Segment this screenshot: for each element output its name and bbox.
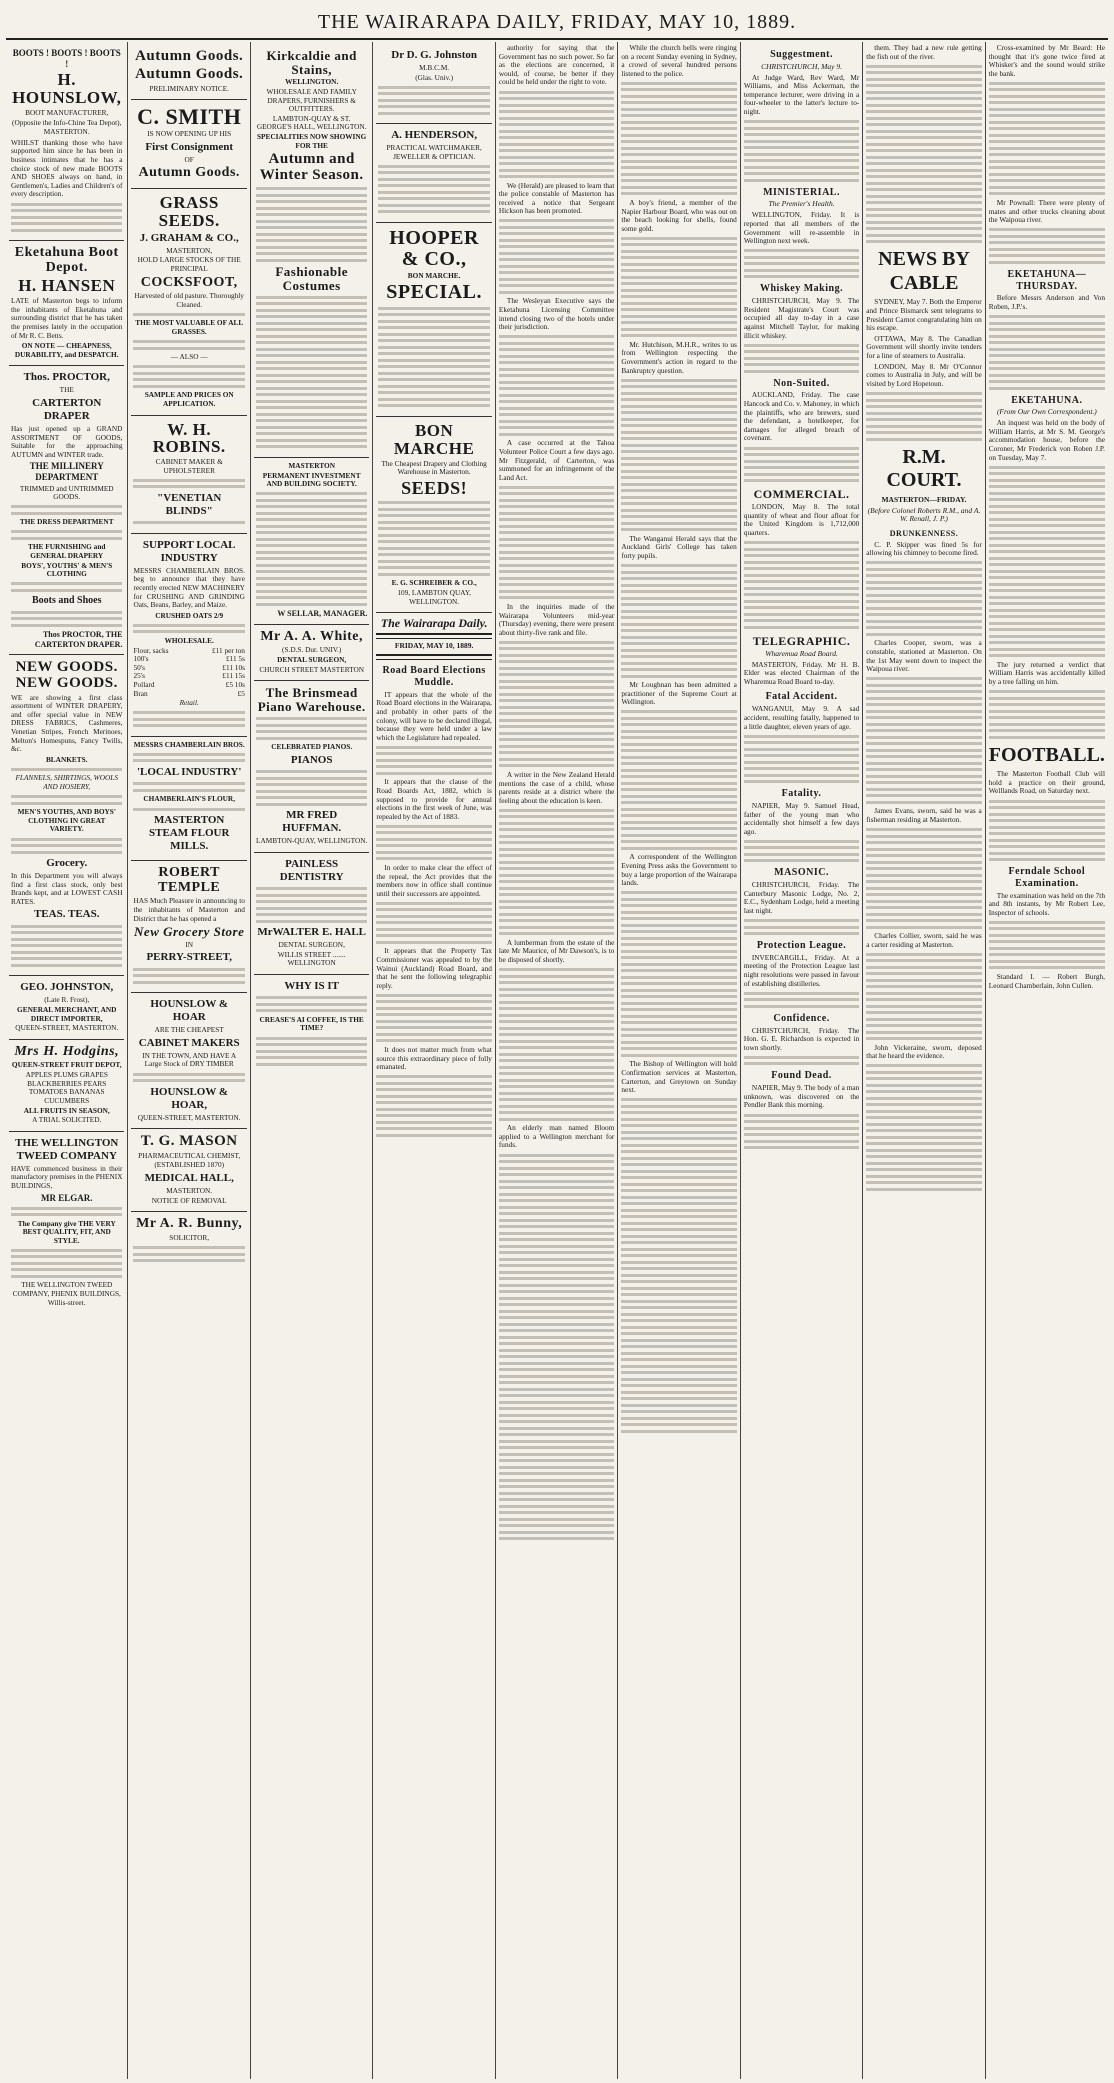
article-heading: Whiskey Making. [760,283,844,295]
article-paragraph: Before Messrs Anderson and Von Roben, J.P.'s. [988,293,1105,311]
section-heading: FOOTBALL. [988,743,1105,766]
ad-hansen [9,241,124,366]
ad-town: WELLINGTON. [285,77,339,87]
ad-sig: W SELLAR, MANAGER. [277,609,368,619]
ad-name: MESSRS CHAMBERLAIN BROS. [133,739,245,749]
ad-name: Mr A. R. Bunny, [136,1216,243,1232]
ad-town: QUEEN-STREET, MASTERTON. [15,1023,119,1033]
ad-bunny [131,1212,246,1270]
ad-sub: PRELIMINARY NOTICE. [149,83,229,93]
ad-crease [254,975,369,1074]
ad-town: QUEEN-STREET, MASTERTON. [137,1112,241,1122]
ad-johnston-dr [376,44,491,124]
ad-items: APPLES PLUMS GRAPES BLACKBERRIES PEARS TOMATOES BANANAS CUCUMBERS [25,1070,108,1105]
article-paragraph: It appears that the Property Tax Commissioner was appealed to by the Wainui (Auckland) Road Board, and that he sent the following telegraphic reply. [376,946,492,990]
article-paragraph: The Wanganui Herald says that the Auckland Girls' College has taken forty pupils. [621,533,737,561]
ad-body: IS NOW OPENING UP HIS [147,129,232,139]
article-subhead: MASTERTON—FRIDAY. [881,494,967,504]
ad-name: MrWALTER E. HALL [257,926,367,939]
column-6 [618,42,740,2079]
article-heading: COMMERCIAL. [753,487,850,502]
ad-line: CRUSHED OATS 2/9 [155,610,224,620]
ad-painless [254,853,369,975]
price-row: Flour, sacks £11 per ton [133,645,245,655]
ad-sub: PERMANENT INVESTMENT AND BUILDING SOCIETY. [262,470,361,489]
article-paragraph: The Wesleyan Executive says the Eketahuna Licensing Committee intend closing two of the hotels under their jurisdiction. [498,296,615,332]
article-heading: Protection League. [756,940,847,952]
masthead [6,4,1108,40]
column-2 [128,42,250,2079]
rule [376,654,491,660]
ad-body: IN THE TOWN, AND HAVE A Large Stock of DRY TIMBER [142,1050,237,1069]
ad-henderson [376,124,491,223]
ad-body: CREASE'S AI COFFEE, IS THE TIME? [259,1014,364,1033]
article-paragraph: AUCKLAND, Friday. The case Hancock and Co. v. Mahoney, in which the plaintiffs, who are brewers, sued the defendant, a hotelkeeper, for damages for alleged breach of covenant. [743,390,860,443]
price-row: 25's £11 15s [133,671,245,681]
article-paragraph: A writer in the New Zealand Herald mentions the case of a child, whose parents reside at a district where the feeling about the education is keen. [498,769,615,805]
ad-local-industry [131,534,246,737]
ad-name: T. G. MASON [140,1133,238,1150]
ad-grocery: Grocery. [46,857,88,870]
ad-name: H. HOUNSLOW, [12,70,122,108]
ad-name2: CHAMBERLAIN'S FLOUR, [143,794,236,804]
ad-line: ON NOTE — CHEAPNESS, DURABILITY, and DESPATCH. [14,341,119,359]
ad-foot: THE WELLINGTON TWEED COMPANY, PHENIX BUILDINGS, Willis-street. [12,1280,121,1307]
ad-sub: PHARMACEUTICAL CHEMIST, [138,1150,241,1160]
ad-sub: PRACTICAL WATCHMAKER, JEWELLER & OPTICIAN. [386,143,482,161]
ad-title: SUPPORT LOCAL INDUSTRY [142,538,236,564]
ad-samples: SAMPLE AND PRICES ON APPLICATION. [144,390,234,408]
article-paragraph: A boy's friend, a member of the Napier Harbour Board, who was out on the beach looking for shells, found some gold. [621,197,737,233]
article-heading: Suggestment. [770,49,834,60]
article-paragraph: SYDNEY, May 7. Both the Emperor and Prince Bismarck sent telegrams to President Carnot congratulating him on his escape. [866,297,982,333]
ad-name: Dr D. G. Johnston [391,49,477,61]
ad-sub2: (Opposite the Info-Chine Tea Depot), [12,117,122,127]
ad-title: Autumn Goods. [135,65,244,82]
article-paragraph: Cross-examined by Mr Beard: He thought that it's gone twice fired at Whisker's and the sound would strike the bank. [988,43,1105,78]
ad-sig: A TRIAL SOLICITED. [32,1115,102,1125]
ad-hooper [376,223,491,417]
ad-body: WE are showing a first class assortment of WINTER DRAPERY, and offer special value in NEW DRESS FABRICS, Cashmeres, Venetian Stripes, French Merinoes, Melton's Homespuns, Fancy Twills, &c. [11,692,123,754]
article-paragraph: James Evans, sworn, said he was a fisherman residing at Masterton. [866,806,982,824]
ad-sub: The Cheapest Drapery and Clothing Warehouse in Masterton. [381,458,487,477]
article-paragraph: WANGANUI, May 9. A sad accident, resulting fatally, happened to a little daughter, eleven years of age. [743,704,860,731]
ad-sub: THE [59,385,74,395]
ad-smith [131,100,246,189]
ad-dept: THE MILLINERY DEPARTMENT [29,461,104,483]
ad-sig: E. G. SCHREIBER & CO., [391,578,477,588]
ad-proctor [9,366,124,655]
ad-bon-marche [376,417,491,613]
price-list [133,647,244,699]
ad-tweed [9,1132,124,1314]
ad-line: 'LOCAL INDUSTRY' [136,765,242,778]
column-3 [251,42,373,2079]
dateline: FRIDAY, MAY 10, 1889. [394,641,474,651]
column-9 [986,42,1108,2079]
ad-goods: Autumn Goods. [138,165,240,181]
ad-name: A. HENDERSON, [391,129,478,142]
article-subhead: Wharemua Road Board. [765,648,838,658]
ad-title: BOOTS ! BOOTS ! BOOTS ! [12,48,121,69]
article-paragraph: Mr. Hutchison, M.H.R., writes to us from Wellington respecting the Government's action in regard to the Bankruptcy question. [621,339,737,375]
article-heading: Ferndale School Examination. [1008,866,1086,889]
ad-sub2: (Glas. Univ.) [415,72,454,82]
ad-title: Autumn Goods. [135,48,244,64]
article-paragraph: In the inquiries made of the Wairarapa Volunteers mid-year (Thursday) evening, there were present about thirty-five rank and file. [498,601,615,637]
ad-item: BOYS', YOUTHS' & MEN'S CLOTHING [21,560,113,579]
ad-costumes: Fashionable Costumes [275,264,349,293]
ad-sub: DENTAL SURGEON, [278,940,345,950]
ad-body: LATE of Masterton begs to inform the inhabitants of Eketahuna and surrounding district that he has taken the premises lately in the occupation of Mr R. C. Betts. [11,296,123,340]
article-heading: TELEGRAPHIC. [752,633,851,648]
ad-sub: BOOT MANUFACTURER, [25,107,109,117]
article-paragraph: NAPIER, May 9. Samuel Head, father of the young man who accidentally shot himself a few days ago. [743,800,860,836]
ad-est: (ESTABLISHED 1870) [154,1160,225,1170]
article-paragraph: An elderly man named Bloom applied to a Wellington merchant for funds. [498,1123,615,1150]
ad-sub: CABINET MAKER & UPHOLSTERER [155,457,223,475]
ad-street: PERRY-STREET, [146,951,232,964]
ad-in: IN [185,939,194,949]
ad-title: Kirkcaldie and Stains, [266,48,357,77]
ad-name: MASTERTON [288,460,335,470]
article-paragraph: NAPIER, May 9. The body of a man unknown, was discovered on the Pendler Bank this morning. [743,1083,860,1110]
ad-name: ROBERT TEMPLE [158,864,221,895]
ad-brinsmead [254,681,369,852]
article-heading: Road Board Elections Muddle. [382,665,486,688]
article-paragraph: A lumberman from the estate of the late Mr Maurice, of Mr Dawson's, is to be disposed of shortly. [498,937,615,965]
ad-item: TRIMMED and UNTRIMMED GOODS. [19,483,114,502]
ad-teas: TEAS. TEAS. [33,908,100,921]
ad-name: BON MARCHE [393,420,475,458]
price-row: Bran £5 [133,688,245,698]
ad-body: GENERAL MERCHANT, AND DIRECT IMPORTER, [17,1004,117,1023]
ad-hounslow [9,44,124,241]
price-row: Pollard £5 10s [133,680,245,689]
ad-of: OF [184,154,194,164]
ad-sub: (S.D.S. Dur. UNIV.) [282,645,342,655]
article-paragraph: It appears that the clause of the Road Boards Act, 1882, which is supposed to provide for annual elections in the first week of June, was repealed by the Act of 1883. [376,777,492,821]
article-subhead: CHRISTCHURCH, May 9. [761,61,842,71]
ad-town: MASTERTON STEAM FLOUR MILLS. [149,814,230,852]
ad-town: LAMBTON-QUAY, WELLINGTON. [256,836,368,846]
ad-title: NEW GOODS. NEW GOODS. [15,659,118,691]
ad-title: WHY IS IT [284,979,339,992]
ad-name: H. HANSEN [18,276,116,296]
ad-line: "VENETIAN BLINDS" [157,491,222,517]
article-paragraph: It does not matter much from what source this extraordinary piece of folly emanated. [376,1044,492,1072]
article-paragraph: LONDON, May 8. The total quantity of wheat and flour afloat for the United Kingdom is 1,712,000 quarters. [743,502,860,538]
ad-title: GRASS SEEDS. [158,193,220,230]
ad-item: MEN'S YOUTHS, AND BOYS' CLOTHING IN GREAT VARIETY. [17,807,116,834]
ad-hall: MEDICAL HALL, [144,1172,234,1185]
ad-season: Autumn and Winter Season. [259,151,364,183]
ad-sub: (Late R. Frost), [44,995,90,1005]
article-paragraph: authority for saying that the Government has no such power. So far as the elections are concerned, it would, of course, be better if they could be held under the right to vote. [498,43,615,87]
article-paragraph: Charles Collier, sworn, said he was a carter residing at Masterton. [866,931,982,949]
article-paragraph: In order to make clear the effect of the repeal, the Act provides that the members now in office shall continue until their successors are appointed. [376,862,492,898]
article-paragraph: INVERCARGILL, Friday. At a meeting of the Protection League last night resolutions were passed in favour of establishing distilleries. [743,952,860,988]
ad-name: The Brinsmead Piano Warehouse. [257,685,366,714]
ad-item: FLANNELS, SHIRTINGS, WOOLS AND HOSIERY, [15,773,119,792]
ad-robins [131,416,246,534]
ad-chamberlain [131,737,246,861]
ad-hounslow-hoar [131,993,246,1129]
ad-sub: WHOLESALE AND FAMILY DRAPERS, FURNISHERS & OUTFITTERS. [266,86,357,114]
ad-body: CELEBRATED PIANOS. [271,742,353,751]
ad-name: C. SMITH [137,104,242,130]
ad-grass-seeds [131,189,246,415]
ad-line: SPECIALITIES NOW SHOWING FOR THE [256,131,367,150]
ad-sub: BON MARCHE. [407,270,461,280]
ad-kirkcaldie [254,44,369,458]
article-subhead: (From Our Own Correspondent.) [996,407,1097,417]
ad-wholesale: WHOLESALE. [164,635,214,645]
ad-item: THE DRESS DEPARTMENT [19,517,114,527]
ad-title: SPECIAL. [386,281,482,304]
ad-town: MASTERTON, [166,245,213,255]
column-5 [496,42,618,2079]
rule [376,633,491,639]
article-paragraph: The Masterton Football Club will hold a practice on their ground, Welllands Road, on Saturday next. [988,769,1105,796]
ad-pianos: PIANOS [290,753,333,766]
article-paragraph: OTTAWA, May 8. The Canadian Government will shortly invite tenders for a line of steamers to Australia. [866,333,982,361]
article-subhead: (Before Colonel Roberts R.M., and A. W. Renall, J. P.) [867,505,981,524]
ad-street: CHURCH STREET MASTERTON [259,664,365,674]
ad-place: CARTERTON DRAPER [32,397,102,423]
article-paragraph: We (Herald) are pleased to learn that the police constable of Masterton has received a notice that Sergeant Hickson has been promoted. [498,180,615,216]
ad-title: New Grocery Store [134,924,245,940]
ad-title: SEEDS! [401,477,468,498]
article-paragraph: CHRISTCHURCH, May 9. The Resident Magistrate's Court was occupied all day to-day in a case against Mitchell Taylor, for making illicit whiskey. [743,296,860,340]
columns [6,42,1108,2079]
ad-name: GEO. JOHNSTON, [20,981,114,994]
section-heading: NEWS BY CABLE [878,248,970,294]
ad-sig: HOUNSLOW & HOAR, [150,1085,229,1111]
ad-name: THE WELLINGTON TWEED COMPANY [15,1136,119,1162]
ad-line: First Consignment [145,140,234,153]
ad-autumn [131,44,246,100]
price-row: 100's £11 5s [133,654,245,664]
ad-new-goods [9,655,124,976]
ad-town: 109, LAMBTON QUAY, WELLINGTON. [397,587,471,606]
ad-title: CABINET MAKERS [138,1036,240,1049]
article-paragraph: C. P. Skipper was fined 5s for allowing his chimney to become fired. [866,539,982,558]
article-paragraph: The jury returned a verdict that William Harris was accidentally killed by a tree falling on him. [988,659,1105,686]
ad-name: W. H. ROBINS. [152,419,226,457]
article-heading: DRUNKENNESS. [889,529,959,539]
article-heading: Fatality. [781,788,822,800]
ad-sig: MR FRED HUFFMAN. [282,809,342,835]
article-paragraph: A correspondent of the Wellington Evening Press asks the Government to buy a large proportion of the Wairarapa lands. [621,852,737,888]
ad-sub: M.B.C.M. [419,62,450,72]
ad-title: Eketahuna Boot Depot. [14,245,119,275]
ad-name: Mr A. A. White, [260,628,363,644]
ad-johnston [9,976,124,1039]
ad-name: J. GRAHAM & CO., [139,231,239,244]
section-heading: R.M. COURT. [886,445,962,492]
article-subhead: The Premier's Health. [768,199,835,209]
ad-sub: ARE THE CHEAPEST [154,1025,224,1035]
ad-body: COCKSFOOT, [140,274,238,290]
article-paragraph: them. They had a new rule getting the fish out of the river. [866,43,982,61]
ad-item: BLANKETS. [45,754,88,764]
article-paragraph: The Bishop of Wellington will hold Confirmation services at Masterton, Carterton, and Greytown on Sunday next. [621,1059,737,1095]
article-paragraph: Mr Loughnan has been admitted a practitioner of the Supreme Court at Wellington. [621,680,737,707]
ad-white [254,625,369,682]
masthead-title: THE WAIRARAPA DAILY, FRIDAY, MAY 10, 1889. [317,11,797,33]
article-paragraph: Standard I. — Robert Burgh, Leonard Chamberlain, John Cullen. [988,971,1105,990]
ad-line: The Company give THE VERY BEST QUALITY, FIT, AND STYLE. [17,1218,116,1245]
article-paragraph: Mr Pownall: There were plenty of mates and other trucks cleaning about the Waipoua river. [988,197,1105,225]
article-paragraph: A case occurred at the Tahoa Volunteer Police Court a few days ago. Mr Fitzgerald, of Carterton, was summoned for an infringement of the Land Act. [498,438,615,482]
article-heading: Confidence. [773,1012,830,1024]
article-paragraph: IT appears that the whole of the Road Board elections in the Wairarapa, and probably in other parts of the colony, will have to be declared illegal, because they were held under a law which the Legislature had repealed. [376,689,492,742]
article-paragraph: MASTERTON, Friday. Mr H. B. Elder was elected Chairman of the Wharemua Road Board to-day. [743,659,860,686]
ad-body: HAS Much Pleasure in announcing to the inhabitants of Masterton and District that he has opened a [133,896,245,923]
ad-line: HOLD LARGE STOCKS OF THE PRINCIPAL [137,255,241,273]
ad-town: MASTERTON. [43,127,90,137]
ad-retail: Retail. [179,698,199,708]
ad-item: THE FURNISHING and GENERAL DRAPERY [28,542,106,561]
article-paragraph: John Vickeraine, sworn, deposed that he heard the evidence. [866,1042,982,1061]
ad-mason [131,1129,246,1212]
article-heading: EKETAHUNA—THURSDAY. [1007,268,1087,292]
column-4 [373,42,495,2079]
column-1 [6,42,128,2079]
article-heading: Non-Suited. [773,377,830,389]
article-paragraph: Charles Cooper, sworn, was a constable, stationed at Masterton. On the 1st May went down to inspect the Waipoua river. [866,638,982,674]
article-paragraph: CHRISTCHURCH, Friday. The Canterbury Masonic Lodge, No. 2, E.C., Sydenham Lodge, held a meeting last night. [743,880,860,915]
article-paragraph: At Judge Ward, Rev Ward, Mr Williams, and Miss Ackerman, the temperance lecturer, were driving in a four-wheeler to the latter's lecture to-night. [743,72,860,117]
article-heading: MASONIC. [774,867,829,879]
ad-name: HOUNSLOW & HOAR [150,998,229,1024]
column-7 [741,42,863,2079]
ad-name: HOOPER & CO., [389,226,479,270]
article-paragraph: The examination was held on the 7th and 8th instants, by Mr Robert Lee, Inspector of schools. [988,890,1105,917]
article-heading: Found Dead. [771,1070,832,1082]
ad-item: Boots and Shoes [32,595,102,607]
price-row: 50's £11 10s [133,662,245,672]
article-heading: Fatal Accident. [765,691,838,703]
ad-line: ALL FRUITS IN SEASON, [23,1105,110,1115]
ad-sig: Thos PROCTOR, THE CARTERTON DRAPER. [34,630,123,649]
ad-name: Mrs H. Hodgins, [14,1043,120,1059]
ad-body: In this Department you will always find a first class stock, only best Brands kept, and at LOWEST CASH RATES. [11,870,123,906]
column-8 [863,42,985,2079]
ad-name2: MR ELGAR. [40,1192,93,1203]
ad-body: MESSRS CHAMBERLAIN BROS. beg to announce that they have recently erected NEW MACHINERY for CRUSHING AND GRINDING Oats, Beans, Barley, and Maize. [133,565,245,610]
ad-sub: QUEEN-STREET FRUIT DEPOT, [11,1060,122,1070]
ad-body: HAVE commenced business in their manufactory premises in the PHENIX BUILDINGS, [11,1163,123,1190]
ad-hodgins [9,1040,124,1132]
article-paragraph: CHRISTCHURCH, Friday. The Hon. G. E. Richardson is expected in town shortly. [743,1025,860,1052]
ad-town: MASTERTON. [166,1186,213,1196]
ad-name: Thos. PROCTOR, [23,371,110,384]
article-heading: MINISTERIAL. [763,186,840,198]
ad-notice: NOTICE OF REMOVAL [151,1195,227,1205]
ad-street: LAMBTON-QUAY & ST. GEORGE'S HALL, WELLINGTON. [256,113,367,132]
ad-also: — ALSO — [170,352,208,362]
article-paragraph: WELLINGTON, Friday. It is reported that all members of the Government will re-assemble in Wellington next week. [743,210,860,246]
ad-building-society [254,458,369,625]
article-paragraph: While the church bells were ringing on a recent Sunday evening in Sydney, a crowd of several hundred persons listened to the police. [621,43,737,78]
article-heading: EKETAHUNA. [1011,394,1083,406]
newspaper-page [6,4,1108,2079]
paper-name: The Wairarapa Daily. [380,616,488,631]
ad-sub: SOLICITOR, [169,1232,210,1242]
ad-temple [131,861,246,993]
ad-line: DENTAL SURGEON, [277,655,347,664]
ad-body: WHILST thanking those who have supported him since he has been in business intimates that he has a choice stock of new made BOOTS AND SHOES always on hand, in Gentlemen's, Ladies and Children's of every description. [11,137,123,199]
ad-body2: Harvested of old pasture. Thoroughly Cleaned. [134,291,244,309]
ad-title: PAINLESS DENTISTRY [279,857,344,883]
article-paragraph: LONDON, May 8. Mr O'Connor comes to Australia in July, and will be visited by Lord Hopetoun. [866,361,982,388]
ad-street: WILLIS STREET ....... WELLINGTON [277,949,346,968]
text-lines [11,203,122,232]
ad-body: Has just opened up a GRAND ASSORTMENT OF GOODS, Suitable for the approaching AUTUMN and WINTER trade. [11,424,123,459]
article-paragraph: An inquest was held on the body of William Harris, at Mr S. M. George's accommodation house, before the Coroner, Mr Frederick von Roben J.P. on Tuesday, May 7. [988,418,1105,462]
ad-body3: THE MOST VALUABLE OF ALL GRASSES. [135,318,244,337]
